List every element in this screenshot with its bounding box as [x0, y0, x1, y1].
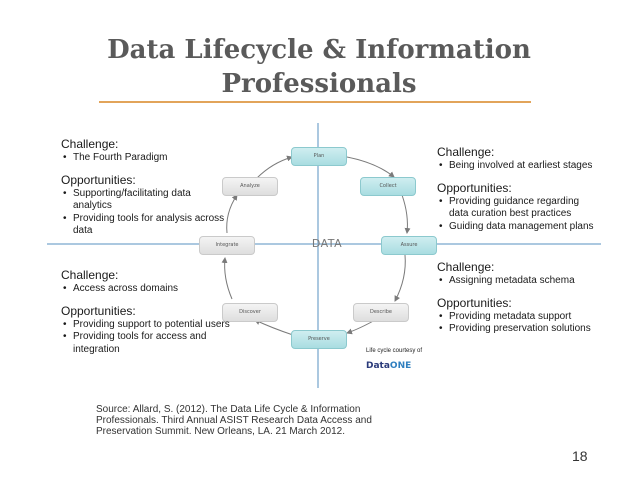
opportunities-heading: Opportunities:: [437, 295, 512, 310]
opportunity-item: • Providing tools for access and integration: [61, 331, 231, 356]
source-citation: Source: Allard, S. (2012). The Data Life Cycle & Information Professionals. Third Annual ASIST Research Data Access and Preservation Summit. New Orleans, LA. 21 March 2012.: [96, 404, 372, 437]
node-assure: Assure: [381, 236, 437, 255]
arrow-preserve-discover: [255, 320, 293, 335]
opportunities-heading: Opportunities:: [61, 172, 136, 187]
challenge-heading: Challenge:: [437, 260, 495, 274]
challenge-heading: Challenge:: [61, 268, 119, 282]
opportunity-item: • Guiding data management plans: [437, 221, 597, 234]
challenge-item: • Access across domains: [61, 283, 231, 296]
arrow-collect-assure: [402, 195, 407, 233]
dataone-logo-one: ONE: [389, 361, 412, 371]
title-underline: [99, 101, 531, 103]
opportunity-item: • Providing guidance regarding data curation best practices: [437, 196, 597, 221]
opportunity-item: • Providing metadata support: [437, 311, 597, 324]
opportunities-heading: Opportunities:: [437, 180, 512, 195]
node-plan: Plan: [291, 147, 347, 166]
node-discover: Discover: [222, 303, 278, 322]
opportunity-item: • Supporting/facilitating data analytics: [61, 188, 231, 213]
challenge-item: • Being involved at earliest stages: [437, 160, 597, 173]
node-collect: Collect: [360, 177, 416, 196]
slide-title-line-1: Data Lifecycle & Information: [107, 35, 531, 65]
lifecycle-credit: Life cycle courtesy of: [366, 348, 423, 354]
data-center-label: DATA: [311, 237, 343, 250]
challenge-item: • Assigning metadata schema: [437, 275, 597, 288]
dataone-logo: [366, 361, 411, 371]
lifecycle-figure: [47, 123, 601, 388]
panel-bottom-right: [437, 260, 597, 336]
dataone-logo-data: Data: [366, 361, 390, 371]
panel-bottom-left: [61, 268, 231, 356]
node-preserve: Preserve: [291, 330, 347, 349]
slide-title-line-2: Professionals: [221, 69, 417, 99]
arrow-analyze-plan: [257, 157, 292, 178]
page-number: 18: [572, 448, 588, 464]
opportunities-heading: Opportunities:: [61, 303, 136, 318]
challenge-heading: Challenge:: [437, 145, 495, 159]
arrow-plan-collect: [347, 157, 394, 177]
node-describe: Describe: [353, 303, 409, 322]
panel-top-right: [437, 145, 597, 233]
opportunity-item: • Providing support to potential users: [61, 319, 231, 332]
arrow-assure-describe: [395, 255, 405, 301]
panel-top-left: [61, 137, 231, 238]
challenge-item: • The Fourth Paradigm: [61, 152, 231, 165]
opportunity-item: • Providing preservation solutions: [437, 323, 597, 336]
opportunity-item: • Providing tools for analysis across data: [61, 213, 231, 238]
node-analyze: Analyze: [222, 177, 278, 196]
node-integrate: Integrate: [199, 236, 255, 255]
slide-title: [0, 33, 638, 101]
challenge-heading: Challenge:: [61, 137, 119, 151]
